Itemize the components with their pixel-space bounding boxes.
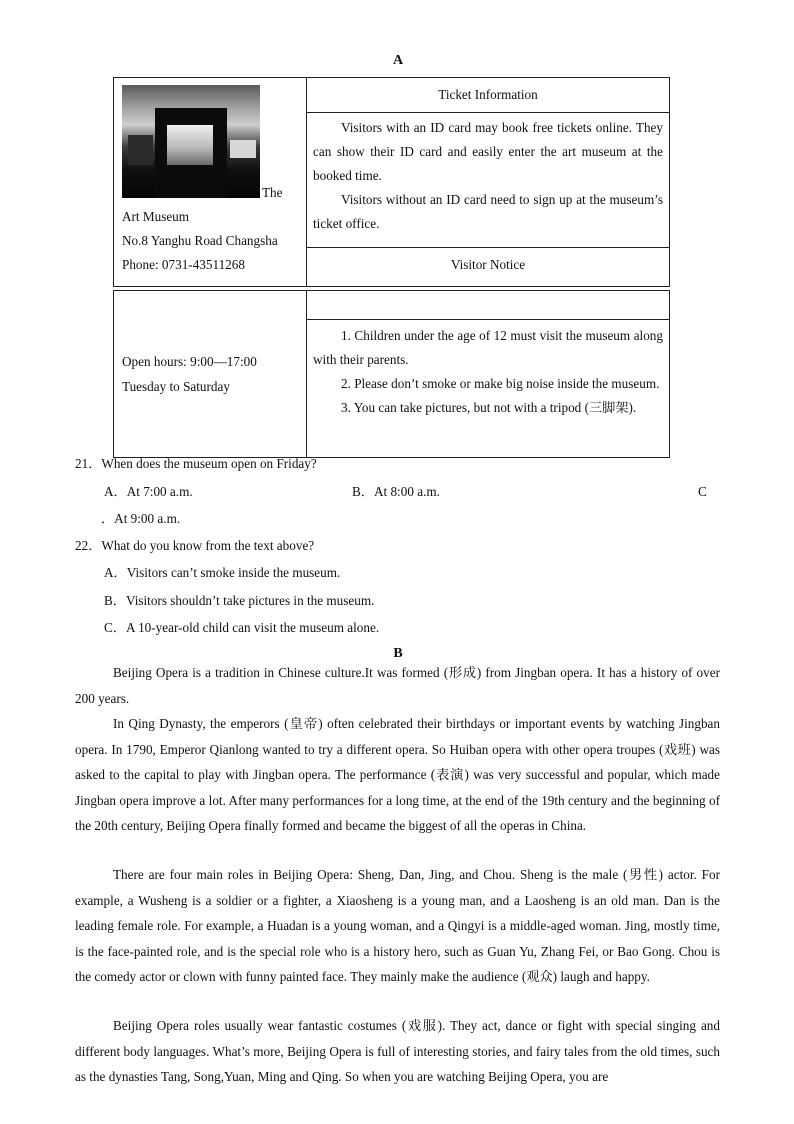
visitor-notice-header: Visitor Notice	[307, 248, 670, 287]
q22-option-b[interactable]: B．Visitors shouldn’t take pictures in the museum.	[104, 593, 375, 608]
notice-item-3: 3. You can take pictures, but not with a tripod (三脚架).	[341, 400, 637, 415]
museum-name-part2: Art Museum	[122, 209, 190, 224]
q21-option-a[interactable]: A．At 7:00 a.m.	[104, 484, 193, 499]
visitor-notice-table	[113, 290, 670, 458]
section-a-title: A	[392, 53, 404, 68]
museum-phone: Phone: 0731-43511268	[122, 257, 245, 272]
q22-option-a[interactable]: A．Visitors can’t smoke inside the museum.	[104, 565, 341, 580]
question-number: 22．	[75, 538, 102, 553]
section-b-title: B	[393, 646, 403, 661]
notice-empty-header	[307, 291, 670, 320]
notice-item-1: 1. Children under the age of 12 must visit the museum along with their parents.	[313, 328, 663, 367]
question-text: When does the museum open on Friday?	[101, 456, 317, 471]
question-21	[75, 450, 317, 477]
notice-item-2: 2. Please don’t smoke or make big noise inside the museum.	[341, 376, 660, 391]
open-days: Tuesday to Saturday	[122, 379, 230, 394]
open-hours: Open hours: 9:00—17:00	[122, 354, 257, 369]
passage-b-paragraph-3: There are four main roles in Beijing Opera: Sheng, Dan, Jing, and Chou. Sheng is the male (男性) actor. For example, a Wusheng is a soldier or a fighter, a Xiaosheng is a young man, and a Laosheng is an old man. Dan is the leading female role. For example, a Huadan is a young woman, and a Qingyi is a middle-aged woman. Jing, mostly time, is the face-painted role, and is the special role who is a history hero, such as Guan Yu, Zhang Fei, or Bao Gong. Chou is the comedy actor or clown with funny painted face. They mainly make the audience (观众) laugh and happy.	[75, 867, 720, 984]
q21-option-c-label[interactable]: C	[698, 484, 707, 499]
open-hours-cell	[114, 291, 307, 458]
q21-option-b[interactable]: B．At 8:00 a.m.	[352, 484, 440, 499]
museum-contact-cell	[114, 78, 307, 287]
ticket-info-body	[307, 113, 670, 248]
question-text: What do you know from the text above?	[101, 538, 315, 553]
ticket-para-1: Visitors with an ID card may book free tickets online. They can show their ID card and easily enter the art museum at the booked time.	[313, 120, 663, 183]
question-number: 21．	[75, 456, 102, 471]
museum-address: No.8 Yanghu Road Changsha	[122, 233, 278, 248]
passage-b-paragraph-2: In Qing Dynasty, the emperors (皇帝) often celebrated their birthdays or important events by watching Jingban opera. In 1790, Emperor Qianlong wanted to try a different opera. So Huiban opera with other opera troupes (戏班) was asked to the capital to play with Jingban opera. The performance (表演) was very successful and popular, which made Jingban opera improve a lot. After many performances for a long time, at the end of the 19th century and the beginning of the 20th century, Beijing Opera finally formed and became the biggest of all the operas in China.	[75, 716, 720, 833]
museum-name-part1: The	[262, 185, 283, 200]
question-22	[75, 532, 314, 559]
passage-b-paragraph-4: Beijing Opera roles usually wear fantastic costumes (戏服). They act, dance or fight with special singing and different body languages. What’s more, Beijing Opera is full of interesting stories, and fairy tales from the old times, such as the dynasties Tang, Song,Yuan, Ming and Qing. So when you are watching Beijing Opera, you are	[75, 1018, 720, 1084]
museum-photo	[122, 85, 260, 198]
museum-info-table	[113, 77, 670, 287]
notice-body	[307, 320, 670, 458]
passage-b-paragraph-1: Beijing Opera is a tradition in Chinese culture.It was formed (形成) from Jingban opera. It has a history of over 200 years.	[75, 665, 720, 706]
q22-option-c[interactable]: C．A 10-year-old child can visit the museum alone.	[104, 620, 380, 635]
ticket-para-2: Visitors without an ID card need to sign up at the museum’s ticket office.	[313, 192, 663, 231]
q21-option-c-text[interactable]: ．At 9:00 a.m.	[101, 511, 181, 526]
ticket-info-header: Ticket Information	[307, 78, 670, 113]
